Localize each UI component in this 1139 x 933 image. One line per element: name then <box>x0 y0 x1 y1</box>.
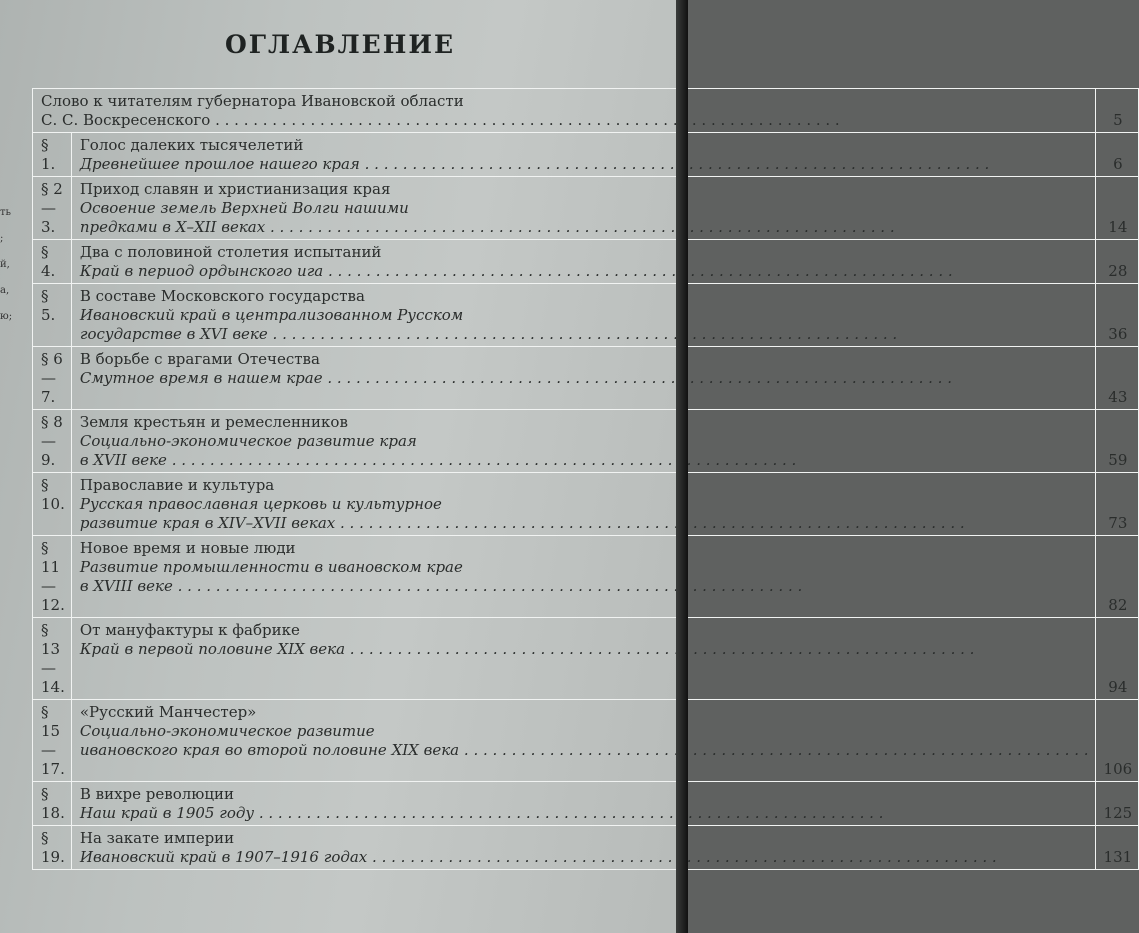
section-title-cell <box>71 473 1095 536</box>
page-title: ОГЛАВЛЕНИЕ <box>224 30 456 59</box>
page-number: 82 <box>1095 536 1139 618</box>
page-number: 73 <box>1095 473 1139 536</box>
adjacent-page-scrap <box>0 200 14 330</box>
section-subtitle: Смутное время в нашем крае . . . <box>80 369 1089 388</box>
toc-row <box>33 240 1139 284</box>
section-subtitle: Край в первой половине XIX века . . . <box>80 640 1089 659</box>
section-title-cell <box>71 782 1095 826</box>
section-number: § 11—12. <box>33 536 72 618</box>
section-title: От мануфактуры к фабрике <box>79 621 300 639</box>
section-title: На закате империи <box>79 829 235 847</box>
section-title: Православие и культура <box>79 476 275 494</box>
toc-row <box>33 826 1139 870</box>
toc-row-preface <box>33 89 1139 133</box>
section-subtitle: Русская православная церковь и культурное <box>79 495 442 513</box>
page-number: 94 <box>1095 618 1139 700</box>
section-number: § 6—7. <box>33 347 72 410</box>
section-number: § 5. <box>33 284 72 347</box>
page-number: 125 <box>1095 782 1139 826</box>
section-title: Голос далеких тысячелетий <box>79 136 304 154</box>
toc-row <box>33 536 1139 618</box>
section-subtitle: Развитие промышленности в ивановском крае <box>79 558 463 576</box>
section-subtitle: в XVII веке . . . <box>80 451 1089 470</box>
scrap-text: ю; <box>0 311 13 322</box>
toc-row <box>33 618 1139 700</box>
scrap-text: ть <box>0 207 11 218</box>
toc-row <box>33 284 1139 347</box>
section-title-cell <box>71 826 1095 870</box>
section-subtitle: Ивановский край в 1907–1916 годах . . . <box>80 848 1089 867</box>
section-subtitle: Социально-экономическое развитие края <box>79 432 417 450</box>
toc-row <box>33 177 1139 240</box>
section-title-cell <box>71 284 1095 347</box>
page-number: 6 <box>1095 133 1139 177</box>
section-number: § 19. <box>33 826 72 870</box>
page-number: 36 <box>1095 284 1139 347</box>
section-title: В составе Московского государства <box>79 287 365 305</box>
preface-cell <box>33 89 1096 133</box>
section-number: § 18. <box>33 782 72 826</box>
toc-row <box>33 473 1139 536</box>
toc-row <box>33 700 1139 782</box>
toc-row <box>33 410 1139 473</box>
toc-row <box>33 133 1139 177</box>
section-number: § 4. <box>33 240 72 284</box>
page-number: 28 <box>1095 240 1139 284</box>
section-title: В вихре революции <box>79 785 234 803</box>
toc-row <box>33 347 1139 410</box>
section-subtitle: Ивановский край в централизованном Русском <box>79 306 464 324</box>
section-number: § 1. <box>33 133 72 177</box>
section-number: § 15—17. <box>33 700 72 782</box>
section-title-cell <box>71 618 1095 700</box>
section-title: Два с половиной столетия испытаний <box>79 243 382 261</box>
section-subtitle: предками в X–XII веках . . . <box>80 218 1089 237</box>
section-title-cell <box>71 177 1095 240</box>
toc-table <box>32 88 1139 870</box>
section-number: § 8—9. <box>33 410 72 473</box>
section-subtitle: Край в период ордынского ига . . . <box>80 262 1089 281</box>
section-number: § 13—14. <box>33 618 72 700</box>
section-subtitle: государстве в XVI веке . . . <box>80 325 1089 344</box>
section-title-cell <box>71 700 1095 782</box>
section-number: § 2—3. <box>33 177 72 240</box>
section-subtitle: развитие края в XIV–XVII веках . . . <box>80 514 1089 533</box>
page-number: 106 <box>1095 700 1139 782</box>
section-title-cell <box>71 133 1095 177</box>
section-subtitle: в XVIII веке . . . <box>80 577 1089 596</box>
section-title-cell <box>71 410 1095 473</box>
scrap-text: а, <box>0 285 10 296</box>
section-title-cell <box>71 536 1095 618</box>
section-number: § 10. <box>33 473 72 536</box>
section-title-cell <box>71 347 1095 410</box>
page-edge <box>676 0 688 933</box>
section-title: Новое время и новые люди <box>79 539 296 557</box>
section-subtitle: Древнейшее прошлое нашего края . . . <box>80 155 1089 174</box>
section-subtitle: Наш край в 1905 году . . . <box>80 804 1089 823</box>
page-number: 59 <box>1095 410 1139 473</box>
section-title: Земля крестьян и ремесленников <box>79 413 348 431</box>
scrap-text: й, <box>0 259 10 270</box>
section-subtitle: Социально-экономическое развитие <box>79 722 375 740</box>
section-title: В борьбе с врагами Отечества <box>79 350 320 368</box>
page-number: 43 <box>1095 347 1139 410</box>
section-subtitle: ивановского края во второй половине XIX века . . . <box>80 741 1089 760</box>
page-number: 131 <box>1095 826 1139 870</box>
page-number: 5 <box>1095 89 1139 133</box>
section-title-cell <box>71 240 1095 284</box>
preface-line: Слово к читателям губернатора Ивановской области <box>41 92 464 110</box>
section-title: Приход славян и христианизация края <box>79 180 391 198</box>
section-subtitle: Освоение земель Верхней Волги нашими <box>79 199 409 217</box>
scrap-text: ; <box>0 233 4 244</box>
toc-row <box>33 782 1139 826</box>
preface-line: С. С. Воскресенского . . . <box>41 111 1089 130</box>
page-number: 14 <box>1095 177 1139 240</box>
section-title: «Русский Манчестер» <box>79 703 257 721</box>
